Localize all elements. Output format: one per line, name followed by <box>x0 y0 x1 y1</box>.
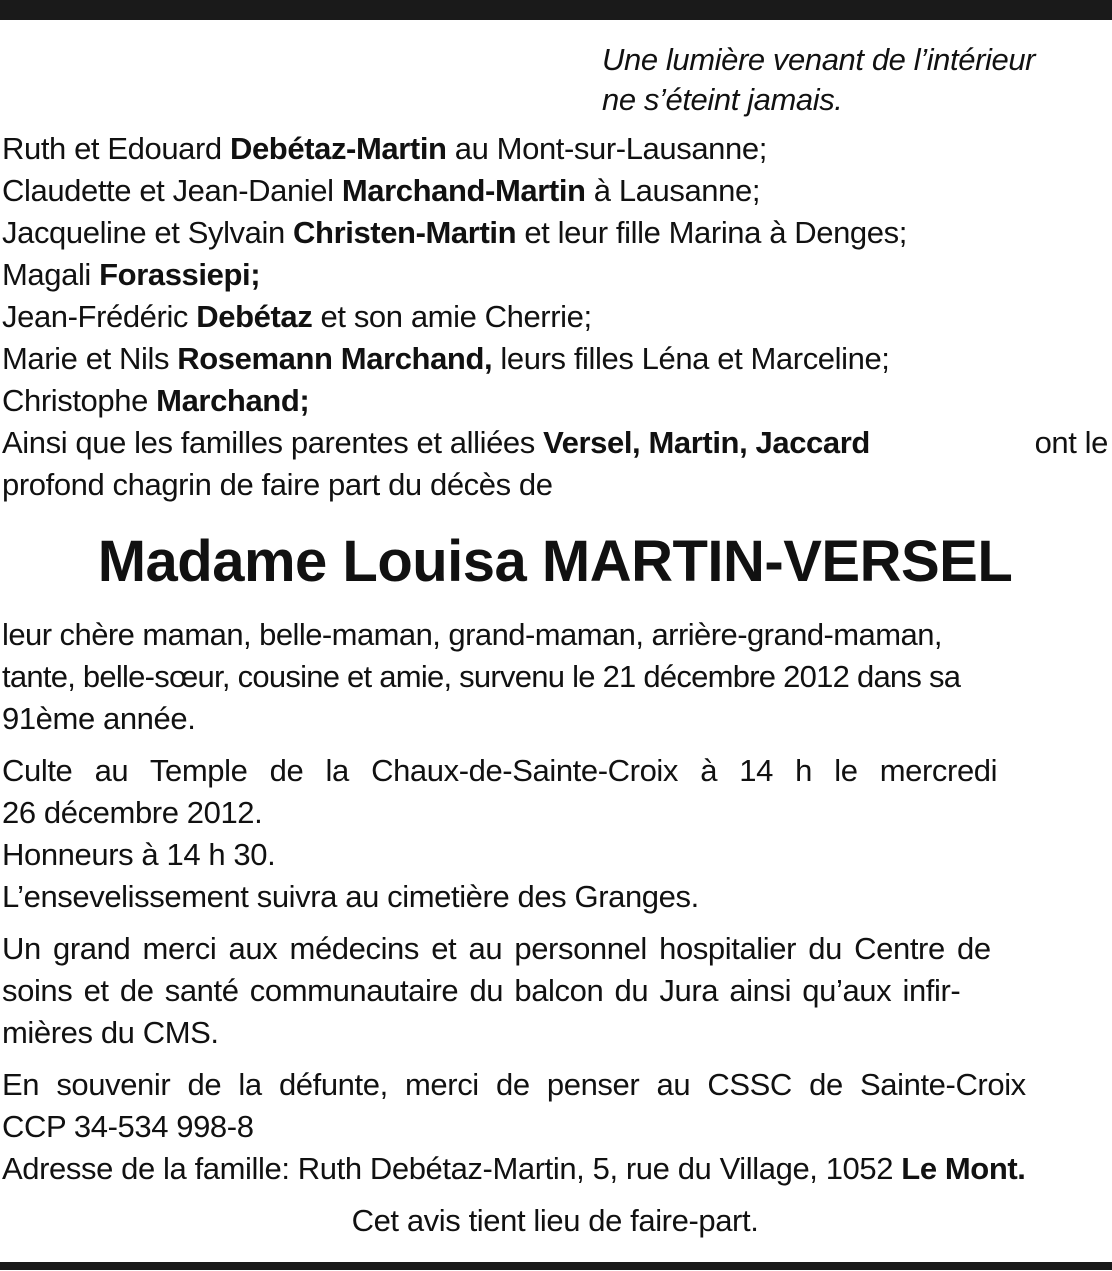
family-line <box>2 212 1108 254</box>
family-line-text: Ruth et Edouard <box>2 131 230 166</box>
extended-families-names: Versel, Martin, Jaccard <box>543 425 870 460</box>
extended-families-text: Ainsi que les familles parentes et alliées <box>2 425 544 460</box>
family-name: Debétaz-Martin <box>229 131 447 166</box>
family-list <box>2 128 1108 506</box>
thanks-line: soins et de santé communautaire du balcon du Jura ainsi qu’aux infir- <box>2 973 961 1008</box>
service-line: Culte au Temple de la Chaux-de-Sainte-Croix à 14 h le mercredi <box>2 753 998 788</box>
family-line-text: au Mont-sur-Lausanne; <box>446 131 767 166</box>
burial-line: L’ensevelissement suivra au cimetière des Granges. <box>2 879 699 914</box>
family-line <box>2 254 1108 296</box>
family-line <box>2 296 1108 338</box>
family-line <box>2 170 1108 212</box>
deceased-description <box>2 614 1108 740</box>
description-line: 91ème année. <box>2 701 196 736</box>
thanks-line: mières du CMS. <box>2 1015 219 1050</box>
family-line-text: et son amie Cherrie; <box>312 299 592 334</box>
service-line: 26 décembre 2012. <box>2 795 263 830</box>
honours-line: Honneurs à 14 h 30. <box>2 837 276 872</box>
family-name: Marchand-Martin <box>341 173 586 208</box>
family-line-text: Magali <box>2 257 100 292</box>
epigraph <box>602 40 1108 120</box>
description-line: tante, belle-sœur, cousine et amie, survenu le 21 décembre 2012 dans sa <box>2 659 961 694</box>
family-line <box>2 338 1108 380</box>
family-name: Marchand; <box>156 383 310 418</box>
family-name: Debétaz <box>196 299 313 334</box>
thanks-line: Un grand merci aux médecins et au personnel hospitalier du Centre de <box>2 931 991 966</box>
family-name: Christen-Martin <box>293 215 517 250</box>
obituary-notice <box>2 40 1108 1242</box>
announcement-line: profond chagrin de faire part du décès de <box>2 467 553 502</box>
family-name: Forassiepi; <box>99 257 261 292</box>
extended-families-text: ont le <box>1034 425 1108 460</box>
service-details <box>2 750 1108 918</box>
family-line-text: Marie et Nils <box>2 341 178 376</box>
family-name: Rosemann Marchand, <box>177 341 493 376</box>
family-line-text: leurs filles Léna et Marceline; <box>492 341 890 376</box>
family-line-text: Jean-Frédéric <box>2 299 197 334</box>
family-line-text: Christophe <box>2 383 157 418</box>
family-address-text: Adresse de la famille: Ruth Debétaz-Martin, 5, rue du Village, 1052 <box>2 1151 902 1186</box>
epigraph-line-2: ne s’éteint jamais. <box>602 82 843 117</box>
family-line <box>2 380 1108 422</box>
closing-note: Cet avis tient lieu de faire-part. <box>351 1203 759 1238</box>
family-address <box>2 1148 1108 1190</box>
bottom-rule <box>0 1262 1112 1270</box>
extended-families-line <box>2 422 1108 464</box>
thanks-paragraph <box>2 928 1108 1054</box>
family-address-city: Le Mont. <box>901 1151 1026 1186</box>
epigraph-line-1: Une lumière venant de l’intérieur <box>602 42 1036 77</box>
family-line-text: et leur fille Marina à Denges; <box>516 215 907 250</box>
memorial-paragraph <box>2 1064 1108 1190</box>
description-line: leur chère maman, belle-maman, grand-maman, arrière-grand-maman, <box>2 617 942 652</box>
deceased-name: Madame Louisa MARTIN-VERSEL <box>97 529 1013 594</box>
memorial-line: En souvenir de la défunte, merci de penser au CSSC de Sainte-Croix <box>2 1067 1026 1102</box>
top-rule <box>0 0 1112 20</box>
family-line-text: Claudette et Jean-Daniel <box>2 173 342 208</box>
family-line-text: à Lausanne; <box>585 173 761 208</box>
family-line-text: Jacqueline et Sylvain <box>2 215 294 250</box>
postal-account: CCP 34-534 998-8 <box>2 1109 254 1144</box>
family-line <box>2 128 1108 170</box>
